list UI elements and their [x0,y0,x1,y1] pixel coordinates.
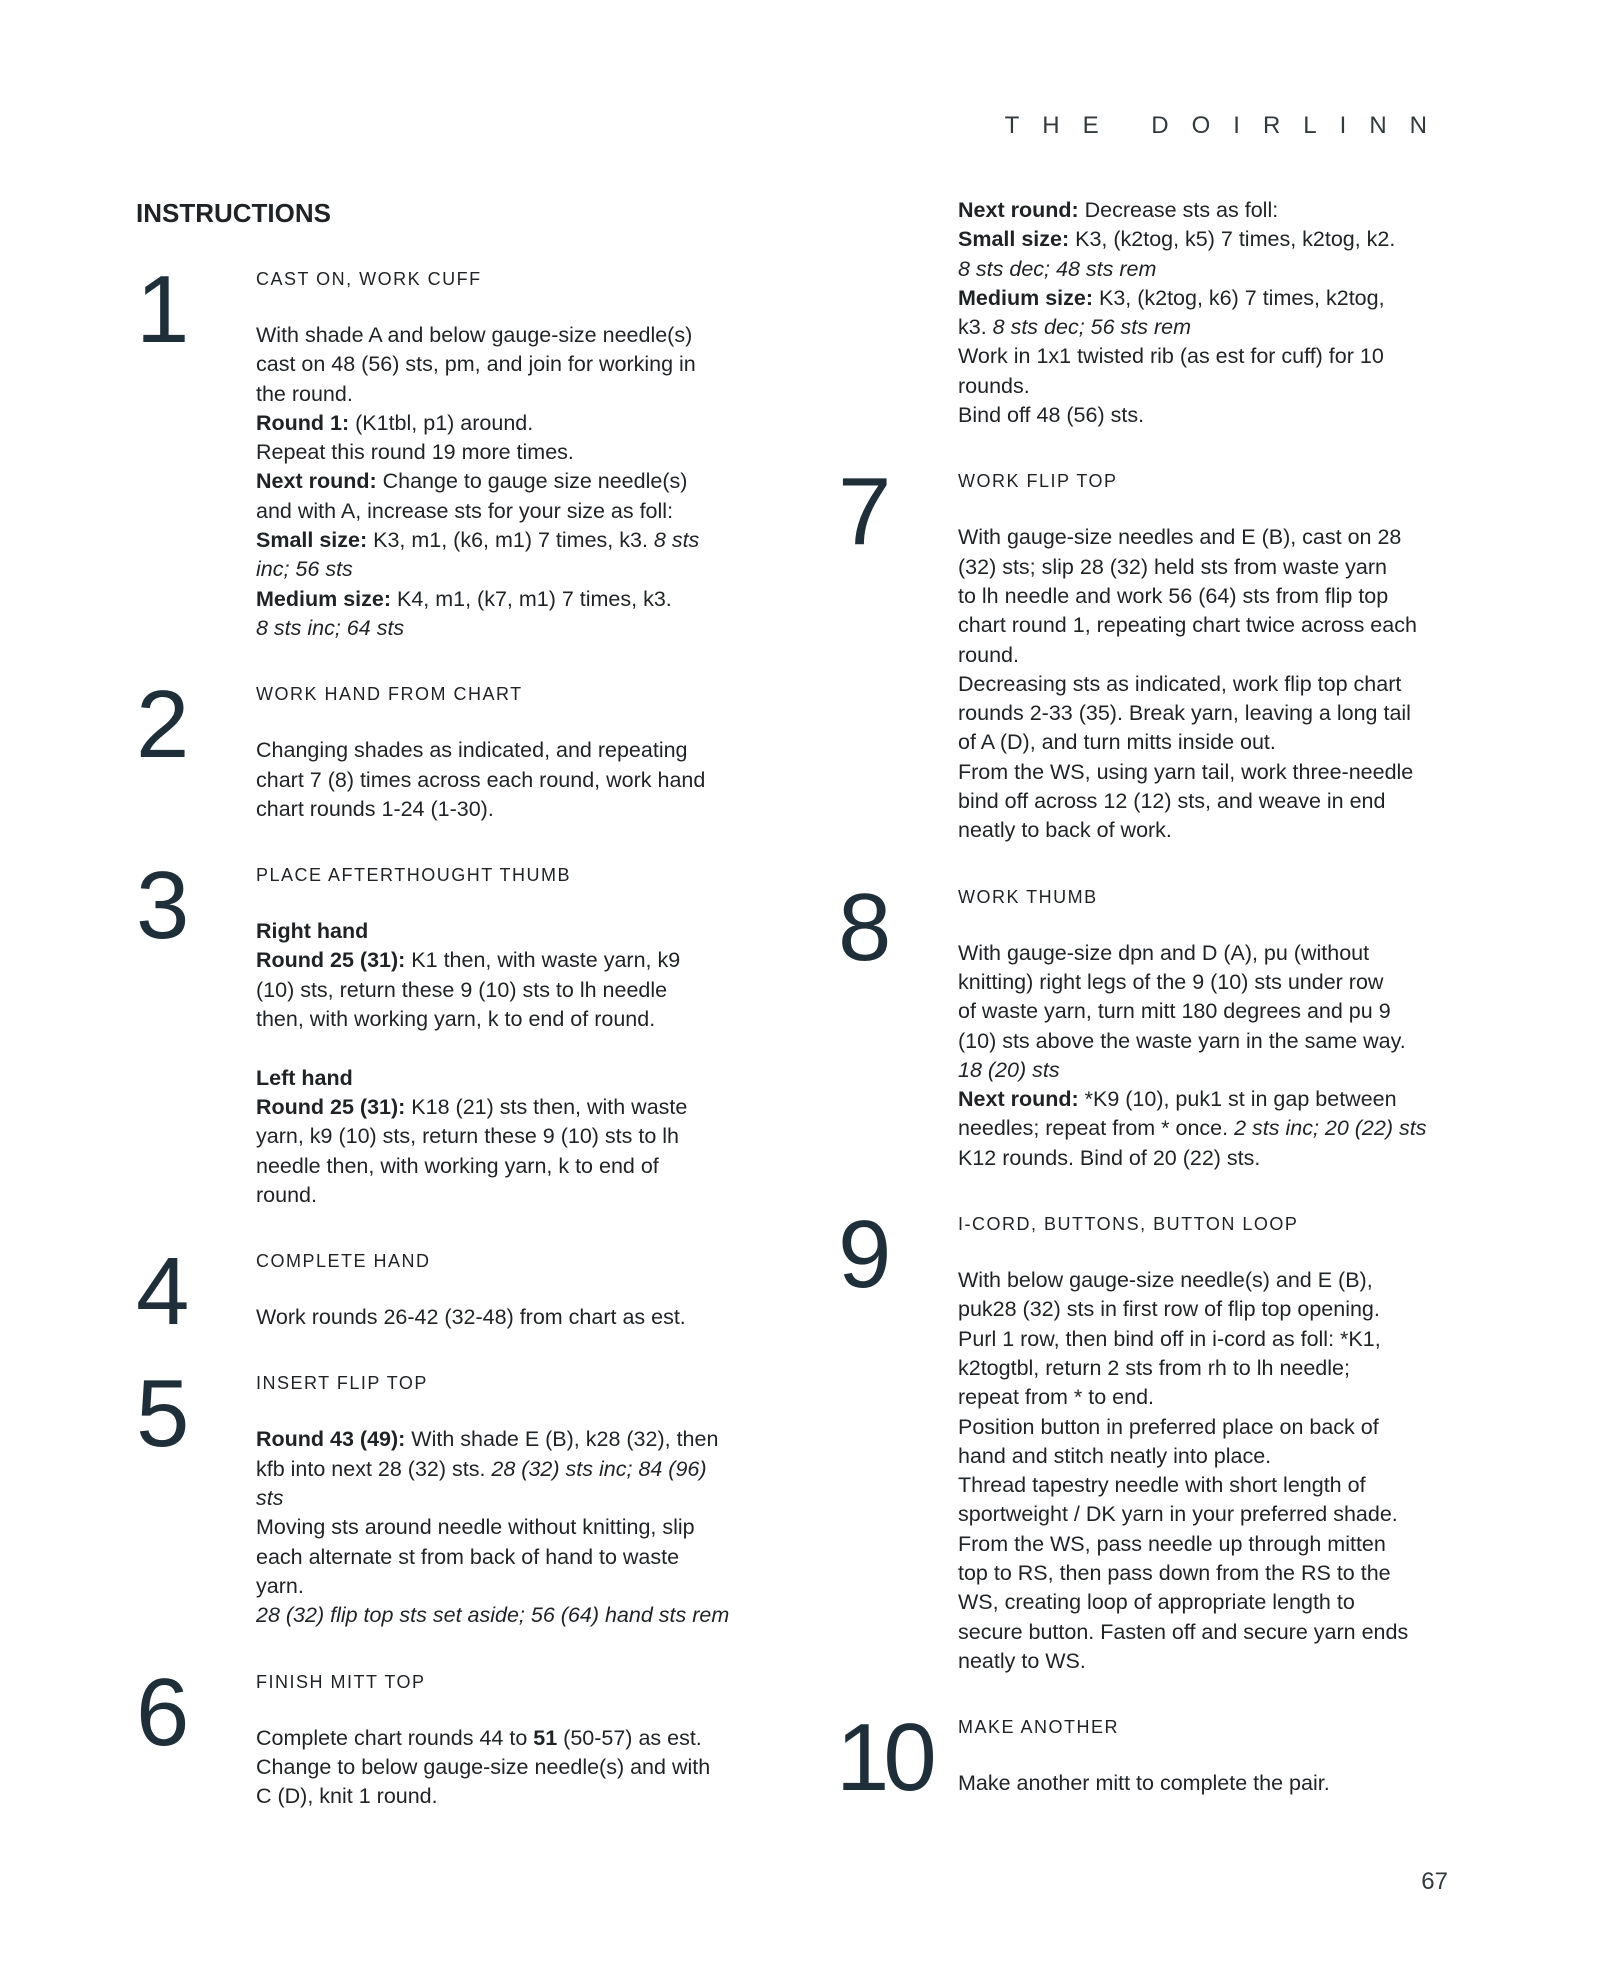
text-line [958,1325,1381,1354]
body-text: round. [256,1182,317,1207]
text-line [256,1005,676,1034]
italic-text: 28 (32) sts inc; 84 (96) [491,1456,707,1481]
text-line [958,196,1378,225]
text-line [958,255,1378,284]
body-text: chart rounds 1-24 (1-30). [256,796,494,821]
body-text: puk28 (32) sts in first row of flip top opening. [958,1297,1380,1322]
body-text: needle then, with working yarn, k to end of [256,1153,659,1178]
text-line [958,1413,1378,1442]
instruction-step-1 [136,256,700,643]
bold-text: Round 25 (31): [256,1094,406,1119]
body-text: With shade A and below gauge-size needle(s) [256,323,693,347]
text-line [958,1056,1378,1085]
text-line [958,641,1378,670]
page-number: 67 [1421,1868,1448,1895]
text-line [958,523,1402,552]
text-line [256,1064,676,1093]
instruction-step-7 [838,458,1417,845]
body-text: Make another mitt to complete the pair. [958,1771,1330,1796]
body-text: yarn, k9 (10) sts, return these 9 (10) sts to lh [256,1124,680,1149]
text-line [256,766,706,795]
right-column [836,196,1427,1812]
instruction-step-4 [136,1238,686,1346]
body-text: chart 7 (8) times across each round, work hand [256,767,706,792]
text-line [256,438,676,467]
body-text: Work rounds 26-42 (32-48) from chart as est. [256,1305,686,1330]
instruction-step-6 [136,1658,711,1812]
text-line [958,284,1385,313]
body-text: (50-57) as est. [557,1725,702,1750]
text-line [256,526,700,555]
body-text: needles; repeat from * once. [958,1116,1235,1141]
body-text: K4, m1, (k7, m1) 7 times, k3. [391,586,672,611]
text-line [958,1769,1378,1798]
step-heading: WORK THUMB [958,886,1098,907]
text-line [958,1530,1386,1559]
body-text: Decrease sts as foll: [1078,198,1279,222]
instruction-step-8 [838,873,1427,1173]
text-line [256,1303,686,1332]
body-text: K3, (k2tog, k5) 7 times, k2tog, k2. [1069,227,1396,252]
step-spacer [136,1332,676,1372]
text-line [256,1753,711,1782]
text-line [256,555,676,584]
body-text: knitting) right legs of the 9 (10) sts under row [958,969,1384,994]
step-spacer [838,846,1378,886]
running-head: THE DOIRLINN [1004,112,1450,139]
body-text: K3, (k2tog, k6) 7 times, k2tog, [1093,285,1385,310]
step-number: 8 [838,873,892,981]
body-text: *K9 (10), puk1 st in gap between [1078,1087,1397,1112]
text-line [958,1559,1391,1588]
text-line [958,1354,1378,1383]
step-heading: WORK FLIP TOP [958,471,1118,492]
text-line [256,1425,719,1454]
body-text: kfb into next 28 (32) sts. [256,1456,492,1481]
text-line [256,1513,695,1542]
text-line [958,1027,1406,1056]
step-number: 9 [838,1201,892,1309]
text-line [958,939,1378,968]
bold-text: Medium size: [256,586,391,611]
step-number: 5 [136,1360,190,1468]
step-number: 6 [136,1658,190,1766]
text-line [256,1122,680,1151]
step-number: 7 [838,458,892,566]
text-line [958,787,1386,816]
body-text: rounds. [958,373,1030,398]
text-line [958,816,1378,845]
body-text: of waste yarn, turn mitt 180 degrees and pu 9 [958,999,1391,1024]
body-text: and with A, increase sts for your size as foll: [256,498,674,523]
text-line [958,1383,1378,1412]
body-text: Repeat this round 19 more times. [256,440,574,465]
body-text: K1 then, with waste yarn, k9 [405,948,681,973]
text-line [256,1093,688,1122]
body-text: sportweight / DK yarn in your preferred shade. [958,1502,1398,1527]
bold-text: 51 [533,1725,558,1750]
body-text: Change to below gauge-size needle(s) and with [256,1754,711,1779]
paragraph-gap [256,1034,676,1063]
body-text: (32) sts; slip 28 (32) held sts from waste yarn [958,554,1387,579]
text-line [958,313,1378,342]
bold-text: Next round: [958,198,1079,222]
body-text: yarn. [256,1573,304,1598]
step-number: 4 [136,1238,190,1346]
bold-text: Next round: [256,469,377,494]
text-line [958,1266,1378,1295]
step-number: 10 [836,1704,931,1812]
text-line [256,1543,680,1572]
italic-text: 8 sts [653,528,700,553]
step-number: 3 [136,852,190,960]
instruction-step-3 [136,852,688,1210]
text-line [958,1114,1427,1143]
text-line [958,553,1387,582]
italic-text: 28 (32) flip top sts set aside; 56 (64) hand sts rem [256,1603,730,1628]
text-line [958,1588,1378,1617]
text-line [256,585,676,614]
body-text: k2togtbl, return 2 sts from rh to lh needle; [958,1355,1350,1380]
step-heading: FINISH MITT TOP [256,1671,426,1692]
text-line [256,976,676,1005]
body-text: Change to gauge size needle(s) [376,469,688,494]
text-line [958,582,1389,611]
step-heading: MAKE ANOTHER [958,1717,1120,1738]
body-text: hand and stitch neatly into place. [958,1443,1272,1468]
body-text: Thread tapestry needle with short length of [958,1473,1366,1498]
body-text: neatly to WS. [958,1648,1086,1673]
section-title: INSTRUCTIONS [136,198,331,228]
bold-text: Small size: [958,227,1070,252]
italic-text: 18 (20) sts [958,1057,1060,1082]
body-text: Decreasing sts as indicated, work flip top chart [958,671,1402,696]
body-text: Complete chart rounds 44 to [256,1725,534,1750]
text-line [958,225,1396,254]
text-line [256,380,676,409]
body-text: From the WS, using yarn tail, work three-needle [958,759,1414,784]
body-text: then, with working yarn, k to end of round. [256,1007,656,1032]
text-line [256,1601,730,1630]
text-line [958,342,1384,371]
text-line [958,1442,1378,1471]
text-line [958,372,1378,401]
body-text: With below gauge-size needle(s) and E (B), [958,1268,1373,1293]
text-line [958,1085,1397,1114]
text-line [256,321,693,350]
body-text: Position button in preferred place on back of [958,1414,1379,1439]
italic-text: 8 sts dec; 48 sts rem [958,256,1157,281]
body-text: Changing shades as indicated, and repeating [256,738,688,763]
text-line [256,409,676,438]
body-text: (K1tbl, p1) around. [349,410,534,435]
body-text: round. [958,642,1019,667]
step-spacer [838,1173,1378,1213]
body-text: each alternate st from back of hand to waste [256,1544,680,1569]
italic-text: 8 sts inc; 64 sts [256,615,405,640]
text-line [958,1144,1378,1173]
step-heading: COMPLETE HAND [256,1251,431,1272]
step-heading: WORK HAND FROM CHART [256,684,523,705]
body-text: neatly to back of work. [958,818,1172,843]
text-line [958,699,1411,728]
text-line [256,946,681,975]
bold-text: Round 43 (49): [256,1427,406,1452]
step-6-continuation [838,196,1396,430]
step-spacer [136,1631,676,1671]
bold-text: Round 25 (31): [256,948,406,973]
bold-text: Right hand [256,919,369,944]
body-text: From the WS, pass needle up through mitten [958,1531,1386,1556]
text-line [256,1181,676,1210]
body-text: K3, m1, (k6, m1) 7 times, k3. [367,528,654,553]
body-text: Bind off 48 (56) sts. [958,403,1145,428]
step-spacer [136,1210,676,1250]
text-line [256,917,676,946]
body-text: C (D), knit 1 round. [256,1784,438,1809]
italic-text: 2 sts inc; 20 (22) sts [1234,1116,1427,1141]
body-text: (10) sts, return these 9 (10) sts to lh needle [256,977,668,1002]
step-heading: I-CORD, BUTTONS, BUTTON LOOP [958,1214,1299,1235]
step-heading: CAST ON, WORK CUFF [256,269,482,289]
body-text: Purl 1 row, then bind off in i-cord as foll: *K1, [958,1326,1381,1351]
bold-text: Medium size: [958,285,1093,310]
text-line [256,1455,707,1484]
step-heading: INSERT FLIP TOP [256,1373,428,1394]
text-line [958,1471,1378,1500]
text-line [256,1152,676,1181]
body-text: With gauge-size needles and E (B), cast on 28 [958,525,1402,550]
step-spacer [136,824,676,864]
italic-text: inc; 56 sts [256,557,353,582]
text-line [958,728,1378,757]
body-text: K12 rounds. Bind of 20 (22) sts. [958,1145,1261,1170]
step-heading: PLACE AFTERTHOUGHT THUMB [256,865,572,886]
instruction-step-2 [136,671,706,824]
step-spacer [136,643,676,683]
body-text: With shade E (B), k28 (32), then [405,1427,719,1452]
left-column [136,256,730,1811]
body-text: WS, creating loop of appropriate length to [958,1590,1355,1615]
text-line [256,497,676,526]
step-number: 1 [136,256,190,363]
body-text: K18 (21) sts then, with waste [405,1094,688,1119]
body-text: top to RS, then pass down from the RS to the [958,1560,1391,1585]
step-number: 2 [136,671,190,779]
text-line [958,611,1417,640]
body-text: repeat from * to end. [958,1385,1154,1410]
body-text: to lh needle and work 56 (64) sts from flip top [958,583,1389,608]
text-line [958,1295,1378,1324]
text-line [958,758,1414,787]
body-text: secure button. Fasten off and secure yarn ends [958,1619,1409,1644]
text-line [256,795,676,824]
body-text: the round. [256,381,353,406]
instruction-step-5 [136,1360,730,1630]
text-line [256,1484,676,1513]
step-spacer [838,430,1378,470]
text-line [256,736,688,765]
italic-text: sts [256,1486,284,1511]
text-line [958,1500,1398,1529]
instruction-step-10 [836,1704,1378,1812]
body-text: cast on 48 (56) sts, pm, and join for working in [256,352,696,377]
text-line [256,1782,676,1811]
body-text: bind off across 12 (12) sts, and weave in end [958,789,1386,814]
text-line [958,1647,1378,1676]
text-line [958,670,1402,699]
body-text: With gauge-size dpn and D (A), pu (without [958,940,1370,965]
instruction-step-9 [838,1201,1409,1676]
text-line [256,1572,676,1601]
text-line [958,401,1378,430]
text-line [958,1618,1409,1647]
body-text: chart round 1, repeating chart twice across each [958,613,1417,638]
bold-text: Left hand [256,1065,353,1090]
body-text: (10) sts above the waste yarn in the same way. [958,1028,1406,1053]
body-text: rounds 2-33 (35). Break yarn, leaving a long tail [958,701,1411,726]
bold-text: Small size: [256,528,368,553]
text-line [256,614,676,643]
text-line [256,467,688,496]
text-line [256,350,696,379]
body-text: Work in 1x1 twisted rib (as est for cuff) for 10 [958,344,1384,369]
bold-text: Next round: [958,1087,1079,1112]
body-text: Moving sts around needle without knitting, slip [256,1515,695,1540]
italic-text: 8 sts dec; 56 sts rem [992,315,1192,340]
body-text: k3. [958,315,993,340]
bold-text: Round 1: [256,410,350,435]
text-line [958,968,1384,997]
text-line [256,1724,702,1753]
text-line [958,997,1391,1026]
body-text: of A (D), and turn mitts inside out. [958,730,1276,755]
